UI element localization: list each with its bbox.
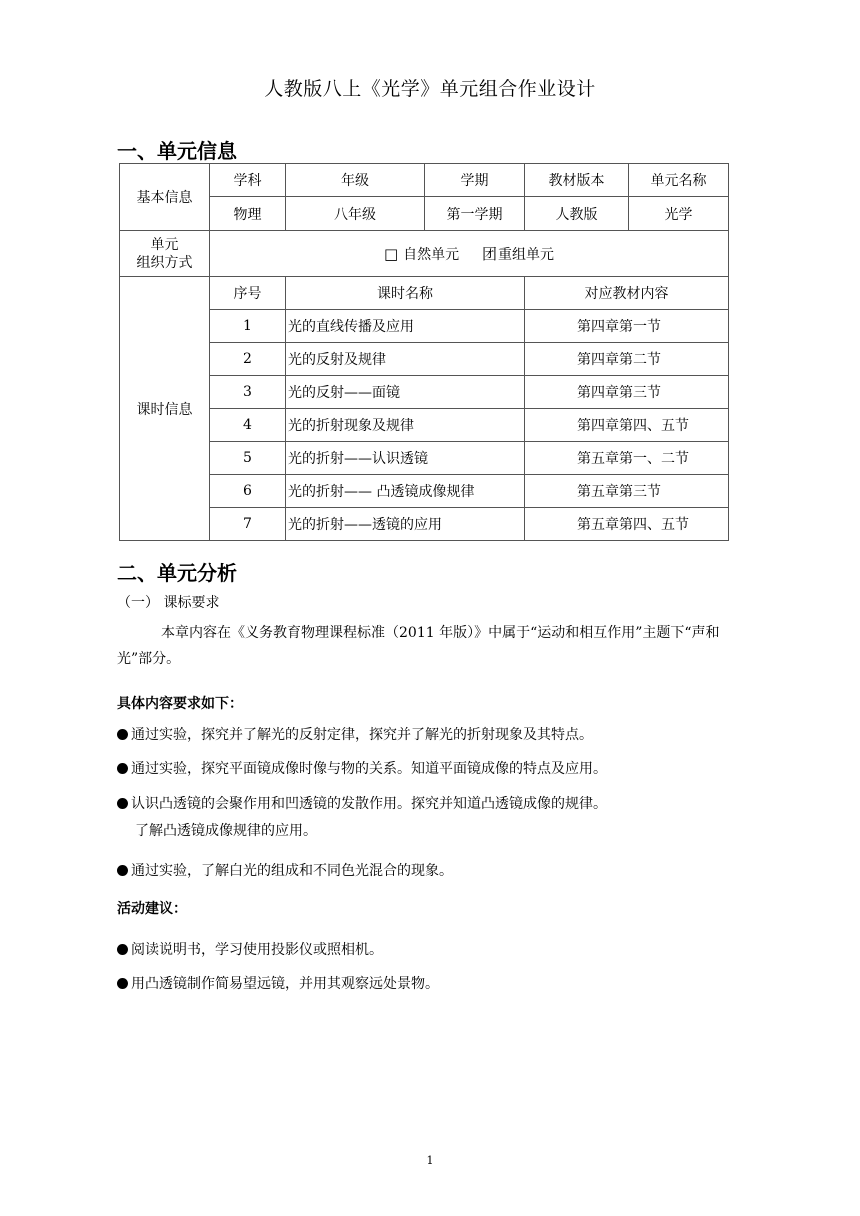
lesson-name: 光的折射—— 凸透镜成像规律 <box>286 475 525 508</box>
lesson-info-label: 课时信息 <box>120 277 210 541</box>
regroup-unit-label: 重组单元 <box>498 247 555 263</box>
requirement-item: 通过实验，了解白光的组成和不同色光混合的现象。 <box>117 858 737 884</box>
activity-suggestions-title: 活动建议： <box>117 901 187 917</box>
basic-info-label: 基本信息 <box>120 164 210 231</box>
lesson-no: 7 <box>210 508 286 541</box>
header-cell: 年级 <box>286 164 425 197</box>
lesson-content: 第五章第四、五节 <box>525 508 729 541</box>
lesson-header-content: 对应教材内容 <box>525 277 729 310</box>
natural-unit-label: 自然单元 <box>403 247 460 263</box>
regroup-unit-checkbox[interactable]: 团 <box>482 245 498 263</box>
lesson-row <box>120 508 729 541</box>
value-cell: 光学 <box>629 197 729 231</box>
value-cell: 物理 <box>210 197 286 231</box>
org-method-label-line2: 组织方式 <box>136 254 193 271</box>
bullet-icon <box>117 978 128 989</box>
lesson-no: 3 <box>210 376 286 409</box>
org-method-options <box>210 231 729 277</box>
unit-info-table <box>119 163 729 541</box>
value-cell: 八年级 <box>286 197 425 231</box>
document-title: 人教版八上《光学》单元组合作业设计 <box>264 78 596 100</box>
lesson-name: 光的直线传播及应用 <box>286 310 525 343</box>
requirement-item-continuation: 了解凸透镜成像规律的应用。 <box>135 823 317 839</box>
natural-unit-checkbox[interactable]: □ <box>383 245 399 263</box>
section-heading-unit-info: 一、单元信息 <box>117 139 237 163</box>
header-cell: 教材版本 <box>525 164 629 197</box>
lesson-content: 第四章第四、五节 <box>525 409 729 442</box>
lesson-no: 4 <box>210 409 286 442</box>
requirement-item: 通过实验，探究并了解光的反射定律，探究并了解光的折射现象及其特点。 <box>117 722 737 748</box>
header-cell: 单元名称 <box>629 164 729 197</box>
lesson-row <box>120 376 729 409</box>
bullet-icon <box>117 729 128 740</box>
lesson-no: 1 <box>210 310 286 343</box>
lesson-no: 2 <box>210 343 286 376</box>
content-requirements-title: 具体内容要求如下： <box>117 696 243 712</box>
lesson-header-name: 课时名称 <box>286 277 525 310</box>
page-number: 1 <box>426 1154 434 1167</box>
value-cell: 人教版 <box>525 197 629 231</box>
lesson-name: 光的反射——面镜 <box>286 376 525 409</box>
bullet-icon <box>117 798 128 809</box>
lesson-header-no: 序号 <box>210 277 286 310</box>
lesson-content: 第四章第三节 <box>525 376 729 409</box>
org-method-label <box>120 231 210 277</box>
value-cell: 第一学期 <box>425 197 525 231</box>
lesson-no: 6 <box>210 475 286 508</box>
bullet-icon <box>117 763 128 774</box>
header-cell: 学科 <box>210 164 286 197</box>
standards-paragraph: 本章内容在《义务教育物理课程标准（2011 年版）》中属于“运动和相互作用”主题下“声和光”部分。 <box>117 625 720 667</box>
bullet-icon <box>117 944 128 955</box>
lesson-no: 5 <box>210 442 286 475</box>
lesson-row <box>120 343 729 376</box>
requirement-item: 通过实验，探究平面镜成像时像与物的关系。知道平面镜成像的特点及应用。 <box>117 756 737 782</box>
lesson-name: 光的折射——透镜的应用 <box>286 508 525 541</box>
subsection-heading-standards: （一） 课标要求 <box>117 595 220 611</box>
lesson-content: 第四章第二节 <box>525 343 729 376</box>
bullet-icon <box>117 865 128 876</box>
lesson-name: 光的折射现象及规律 <box>286 409 525 442</box>
section-heading-unit-analysis: 二、单元分析 <box>117 561 237 585</box>
activity-item: 用凸透镜制作简易望远镜，并用其观察远处景物。 <box>117 971 737 997</box>
lesson-row <box>120 442 729 475</box>
lesson-row <box>120 310 729 343</box>
lesson-row <box>120 475 729 508</box>
header-cell: 学期 <box>425 164 525 197</box>
org-method-label-line1: 单元 <box>150 236 179 253</box>
lesson-name: 光的反射及规律 <box>286 343 525 376</box>
activity-item: 阅读说明书，学习使用投影仪或照相机。 <box>117 937 737 963</box>
lesson-name: 光的折射——认识透镜 <box>286 442 525 475</box>
requirement-item: 认识凸透镜的会聚作用和凹透镜的发散作用。探究并知道凸透镜成像的规律。 <box>117 791 737 817</box>
lesson-content: 第四章第一节 <box>525 310 729 343</box>
lesson-content: 第五章第三节 <box>525 475 729 508</box>
lesson-row <box>120 409 729 442</box>
lesson-content: 第五章第一、二节 <box>525 442 729 475</box>
